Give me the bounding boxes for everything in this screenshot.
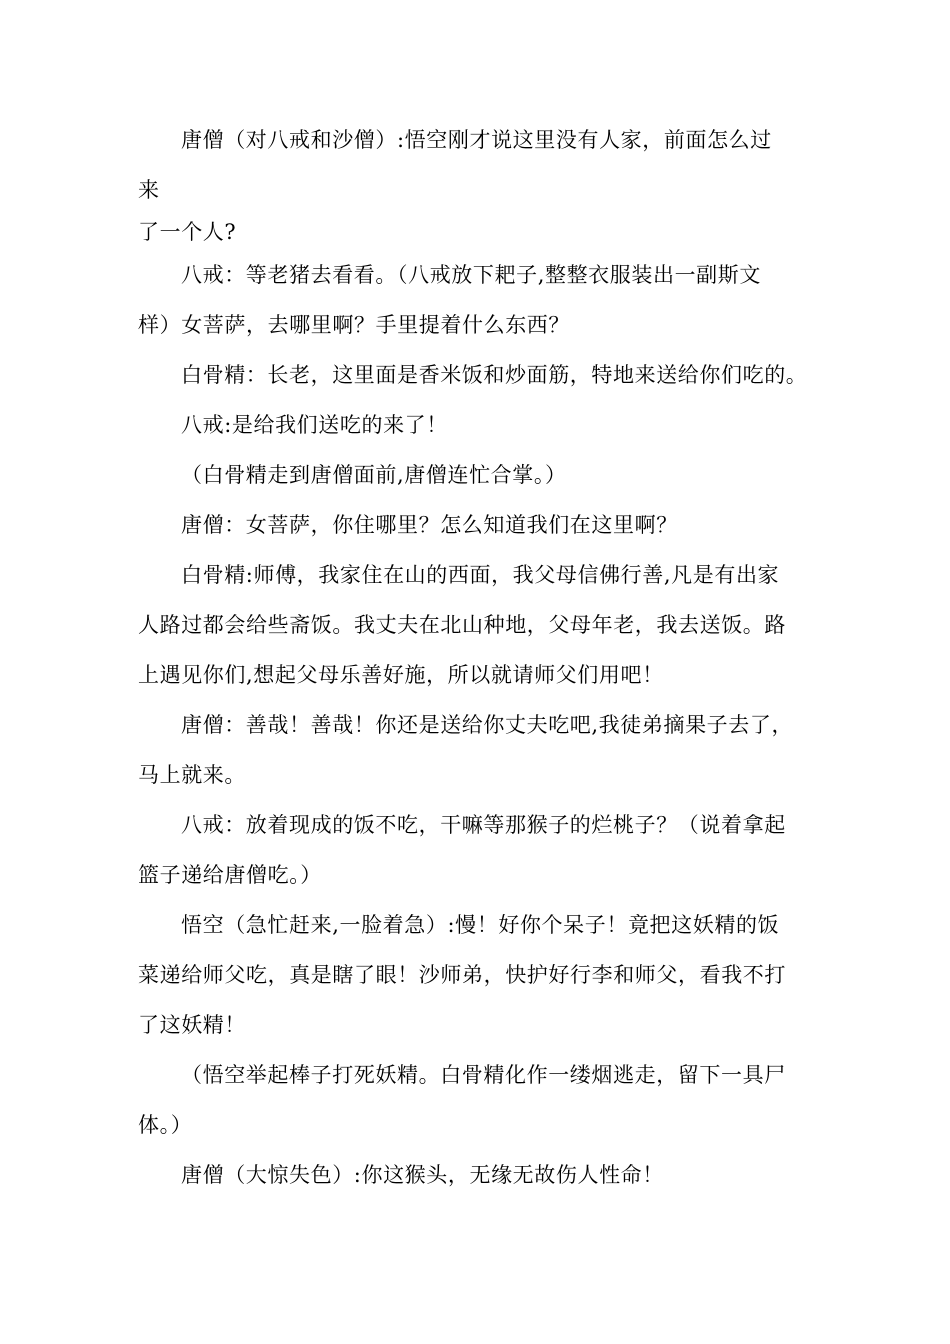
text-line: 唐僧（对八戒和沙僧）:悟空刚才说这里没有人家，前面怎么过 — [181, 128, 772, 152]
text-line: 八戒：放着现成的饭不吃，干嘛等那猴子的烂桃子？（说着拿起 — [181, 813, 786, 837]
text-line: 唐僧：善哉！善哉！你还是送给你丈夫吃吧,我徒弟摘果子去了， — [181, 713, 794, 737]
text-line: 篮子递给唐僧吃。） — [138, 863, 322, 887]
text-line: 来 — [138, 178, 160, 202]
text-line: 上遇见你们,想起父母乐善好施，所以就请师父们用吧！ — [138, 663, 664, 687]
text-line: 马上就来。 — [138, 763, 246, 787]
text-line: 了这妖精！ — [138, 1013, 246, 1037]
text-line: 白骨精：长老，这里面是香米饭和炒面筋，特地来送给你们吃的。 — [181, 363, 808, 387]
text-line: （白骨精走到唐僧面前,唐僧连忙合掌。） — [181, 463, 567, 487]
text-line: 八戒:是给我们送吃的来了！ — [181, 413, 448, 437]
text-line: 八戒：等老猪去看看。（八戒放下耙子,整整衣服装出一副斯文 — [181, 263, 761, 287]
text-line: 了一个人? — [138, 220, 237, 244]
text-line: 菜递给师父吃，真是瞎了眼！沙师弟，快护好行李和师父，看我不打 — [138, 963, 786, 987]
text-line: （悟空举起棒子打死妖精。白骨精化作一缕烟逃走，留下一具尸 — [181, 1063, 786, 1087]
text-line: 悟空（急忙赶来,一脸着急）:慢！好你个呆子！竟把这妖精的饭 — [181, 913, 780, 937]
text-line: 唐僧（大惊失色）:你这猴头，无缘无故伤人性命！ — [181, 1163, 664, 1187]
text-line: 白骨精:师傅，我家住在山的西面，我父母信佛行善,凡是有出家 — [181, 563, 780, 587]
text-line: 唐僧：女菩萨，你住哪里？怎么知道我们在这里啊？ — [181, 513, 678, 537]
text-line: 样）女菩萨，去哪里啊？手里提着什么东西？ — [138, 313, 570, 337]
text-line: 人路过都会给些斋饭。我丈夫在北山种地，父母年老，我去送饭。路 — [138, 613, 786, 637]
text-line: 体。） — [138, 1113, 193, 1137]
